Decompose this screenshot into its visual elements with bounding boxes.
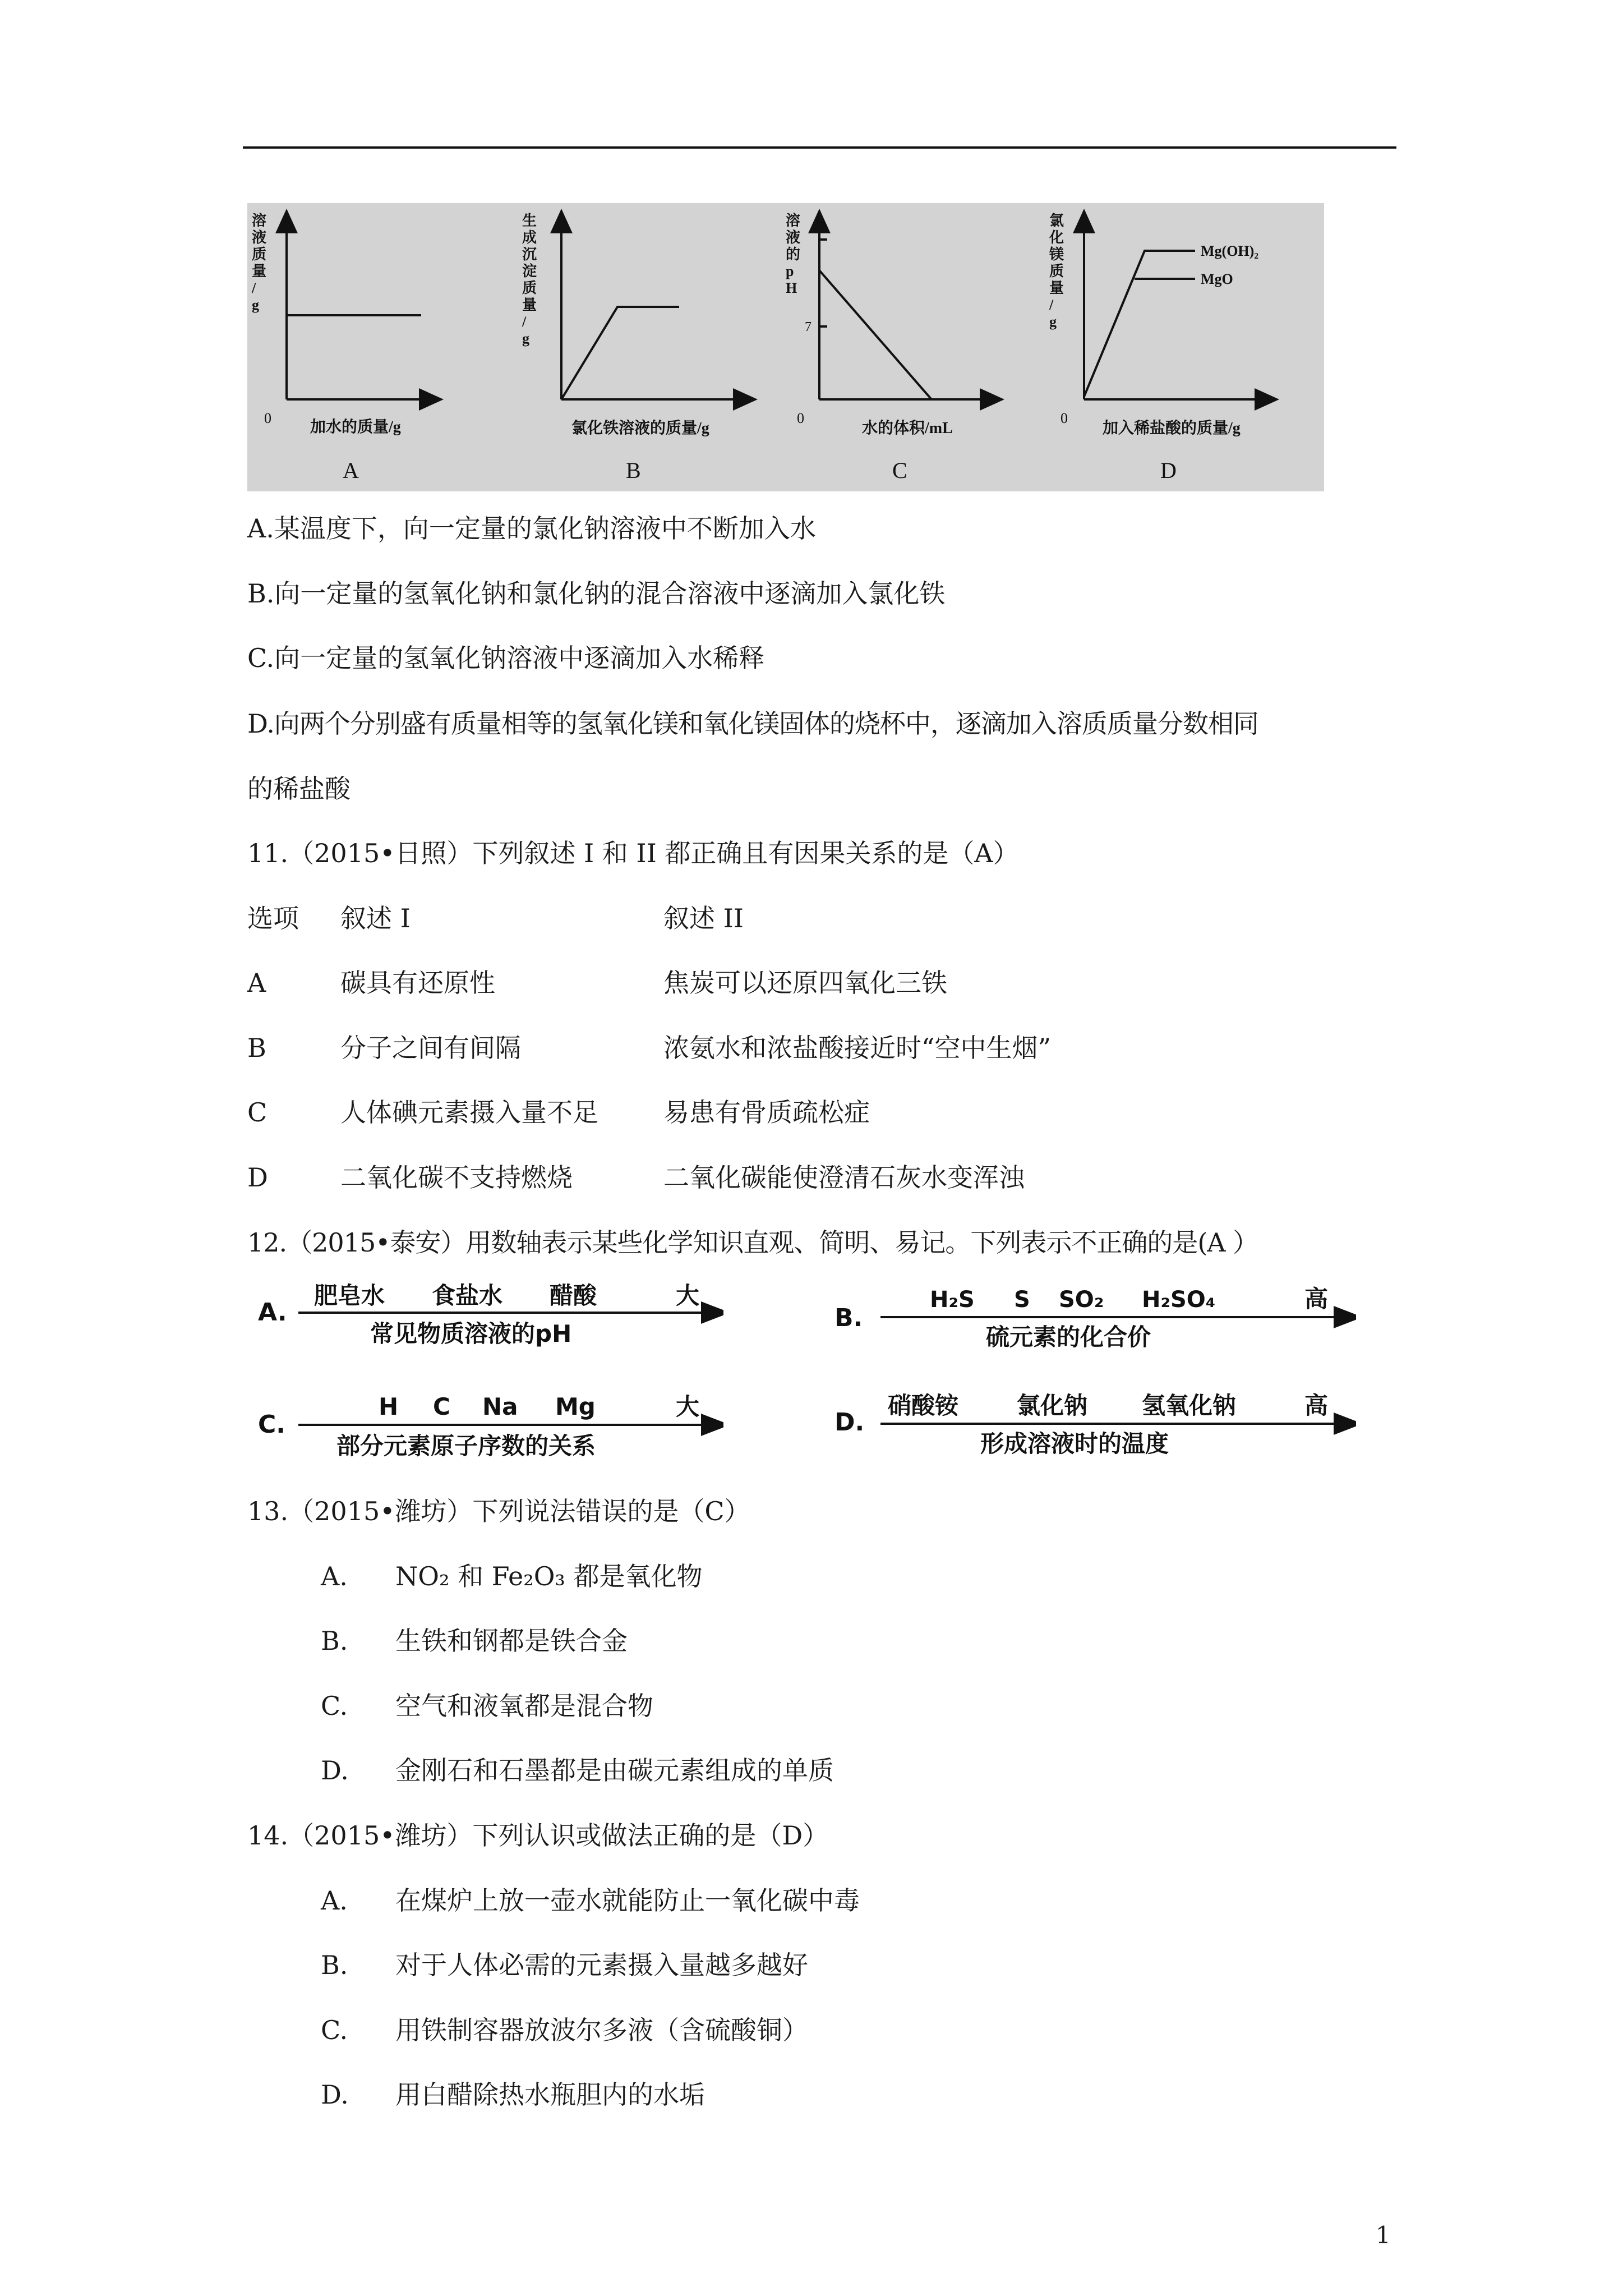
q12-axis-c-item-2: C <box>433 1393 450 1420</box>
q12-axis-d-letter: D. <box>834 1408 865 1437</box>
graph-d <box>1049 213 1268 483</box>
q14-option-a-letter: A. <box>321 1885 348 1916</box>
q12-axis-b-item-2: S <box>1014 1287 1030 1313</box>
q12-axis-c-caption: 部分元素原子序数的关系 <box>336 1432 596 1460</box>
graph-c-xlabel: 水的体积/mL <box>862 420 953 437</box>
q11-row-c-s1: 人体碘元素摄入量不足 <box>340 1097 598 1128</box>
q12-axis-d <box>834 1386 1356 1456</box>
q11-row-b-letter: B <box>247 1033 266 1063</box>
graph-d-label: D <box>1160 458 1177 483</box>
graph-d-series-mgoh2: Mg(OH)₂ <box>1201 243 1259 259</box>
q10-option-d: D.向两个分别盛有质量相等的氢氧化镁和氧化镁固体的烧杯中，逐滴加入溶质质量分数相同 <box>247 708 1258 739</box>
q12-axis-c-item-4: Mg <box>555 1393 596 1420</box>
q14-option-b-letter: B. <box>321 1950 348 1980</box>
q12-axis-c-letter: C. <box>258 1410 286 1439</box>
q12-axis-a-letter: A. <box>258 1298 287 1327</box>
graph-b-line <box>561 307 679 399</box>
q12-axis-a-item-1: 肥皂水 <box>314 1282 385 1309</box>
graph-d-xlabel: 加入稀盐酸的质量/g <box>1103 420 1241 437</box>
q14-option-c-letter: C. <box>321 2015 348 2045</box>
graph-d-ylabel: 氯化镁质量/ g <box>1049 213 1064 330</box>
q12-axis-b-item-4: H₂SO₄ <box>1142 1287 1216 1313</box>
graph-b-label: B <box>626 458 641 483</box>
q12-stem: 12.（2015•泰安）用数轴表示某些化学知识直观、简明、易记。下列表示不正确的是(A ） <box>247 1227 1258 1258</box>
q14-stem: 14.（2015•潍坊）下列认识或做法正确的是（D） <box>247 1820 829 1851</box>
graph-a-label: A <box>343 458 359 483</box>
graph-c-tick-7: 7 <box>805 320 811 334</box>
q11-row-d-s2: 二氧化碳能使澄清石灰水变浑浊 <box>663 1162 1025 1193</box>
q13-option-a-text: NO₂ 和 Fe₂O₃ 都是氧化物 <box>395 1561 703 1591</box>
graph-d-origin: 0 <box>1061 410 1068 426</box>
q12-axis-b-caption: 硫元素的化合价 <box>986 1323 1151 1349</box>
graph-c-origin: 0 <box>797 410 804 426</box>
q12-axis-d-caption: 形成溶液时的温度 <box>980 1430 1169 1456</box>
page-number: 1 <box>1376 2221 1391 2249</box>
graph-a-xlabel: 加水的质量/g <box>310 418 401 436</box>
q12-axis-d-item-1: 硝酸铵 <box>888 1392 959 1419</box>
q14-option-c-text: 用铁制容器放波尔多液（含硫酸铜） <box>395 2015 808 2045</box>
q11-row-c-letter: C <box>247 1097 268 1128</box>
q10-option-a: A.某温度下，向一定量的氯化钠溶液中不断加入水 <box>247 513 816 544</box>
q13-option-d-text: 金刚石和石墨都是由碳元素组成的单质 <box>395 1755 834 1786</box>
graph-c-line <box>819 270 932 399</box>
q12-axis-d-item-2: 氯化钠 <box>1017 1392 1088 1419</box>
q12-axis-a-end: 大 <box>676 1282 700 1309</box>
q12-axis-d-end: 高 <box>1304 1392 1329 1419</box>
q14-option-d-text: 用白醋除热水瓶胆内的水垢 <box>395 2079 705 2110</box>
q12-axis-c-end: 大 <box>676 1393 700 1420</box>
q12-axis-b-letter: B. <box>834 1304 863 1332</box>
q11-row-b-s2: 浓氨水和浓盐酸接近时“空中生烟” <box>663 1033 1052 1063</box>
q11-header-statement-2: 叙述 II <box>663 903 744 933</box>
q14-option-b-text: 对于人体必需的元素摄入量越多越好 <box>395 1950 808 1980</box>
q12-axis-c-item-3: Na <box>482 1393 518 1420</box>
q11-header-option: 选项 <box>247 903 299 933</box>
graph-panel <box>247 203 1324 491</box>
q12-axis-a-item-3: 醋酸 <box>550 1282 597 1309</box>
q12-axis-a <box>258 1279 723 1349</box>
q13-option-d-letter: D. <box>321 1755 349 1786</box>
q12-axis-c <box>258 1390 723 1460</box>
q13-stem: 13.（2015•潍坊）下列说法错误的是（C） <box>247 1496 750 1526</box>
q11-row-c-s2: 易患有骨质疏松症 <box>663 1097 870 1128</box>
graph-c-ylabel: 溶液的 p H <box>786 213 801 296</box>
q13-option-b-letter: B. <box>321 1626 348 1656</box>
q14-option-d-letter: D. <box>321 2079 349 2110</box>
q13-option-c-letter: C. <box>321 1691 348 1721</box>
graph-a-ylabel: 溶液质量/ g <box>252 213 267 313</box>
q11-row-a-letter: A <box>247 968 266 998</box>
q12-axis-c-item-1: H <box>379 1393 399 1420</box>
header-rule <box>243 146 1396 149</box>
q12-axis-a-item-2: 食盐水 <box>432 1282 503 1309</box>
q10-option-b: B.向一定量的氢氧化钠和氯化钠的混合溶液中逐滴加入氯化铁 <box>247 578 946 609</box>
q12-axis-d-item-3: 氢氧化钠 <box>1142 1392 1237 1419</box>
q12-axis-b-item-1: H₂S <box>930 1287 975 1313</box>
q12-axis-b-end: 高 <box>1304 1285 1329 1313</box>
q11-row-b-s1: 分子之间有间隔 <box>340 1033 521 1063</box>
q13-option-c-text: 空气和液氧都是混合物 <box>395 1691 653 1721</box>
graph-a-origin: 0 <box>264 410 271 426</box>
graph-b <box>522 213 746 483</box>
q10-option-c: C.向一定量的氢氧化钠溶液中逐滴加入水稀释 <box>247 643 765 673</box>
graph-d-line-mgoh2 <box>1084 251 1195 397</box>
q11-row-a-s2: 焦炭可以还原四氧化三铁 <box>663 968 947 998</box>
graph-a <box>251 212 432 483</box>
q14-option-a-text: 在煤炉上放一壶水就能防止一氧化碳中毒 <box>395 1885 860 1916</box>
graph-c-label: C <box>892 458 907 483</box>
q11-row-a-s1: 碳具有还原性 <box>340 968 495 998</box>
q11-stem: 11.（2015•日照）下列叙述 I 和 II 都正确且有因果关系的是（A） <box>247 838 1019 868</box>
graph-panel-svg <box>247 203 1324 491</box>
q12-axis-b-item-3: SO₂ <box>1059 1287 1104 1313</box>
q11-header-statement-1: 叙述 I <box>340 903 411 933</box>
q11-row-d-letter: D <box>247 1162 268 1193</box>
q13-option-a-letter: A. <box>321 1561 348 1591</box>
graph-d-series-mgo: MgO <box>1201 271 1233 287</box>
q11-row-d-s1: 二氧化碳不支持燃烧 <box>340 1162 573 1193</box>
graph-b-xlabel: 氯化铁溶液的质量/g <box>571 420 709 437</box>
q12-axis-b <box>834 1279 1356 1349</box>
q10-option-d-cont: 的稀盐酸 <box>247 774 351 804</box>
q12-axis-a-caption: 常见物质溶液的pH <box>370 1320 572 1347</box>
graph-c <box>786 212 993 483</box>
graph-b-ylabel: 生成沉淀质量/ g <box>522 213 537 347</box>
q13-option-b-text: 生铁和钢都是铁合金 <box>395 1626 628 1656</box>
